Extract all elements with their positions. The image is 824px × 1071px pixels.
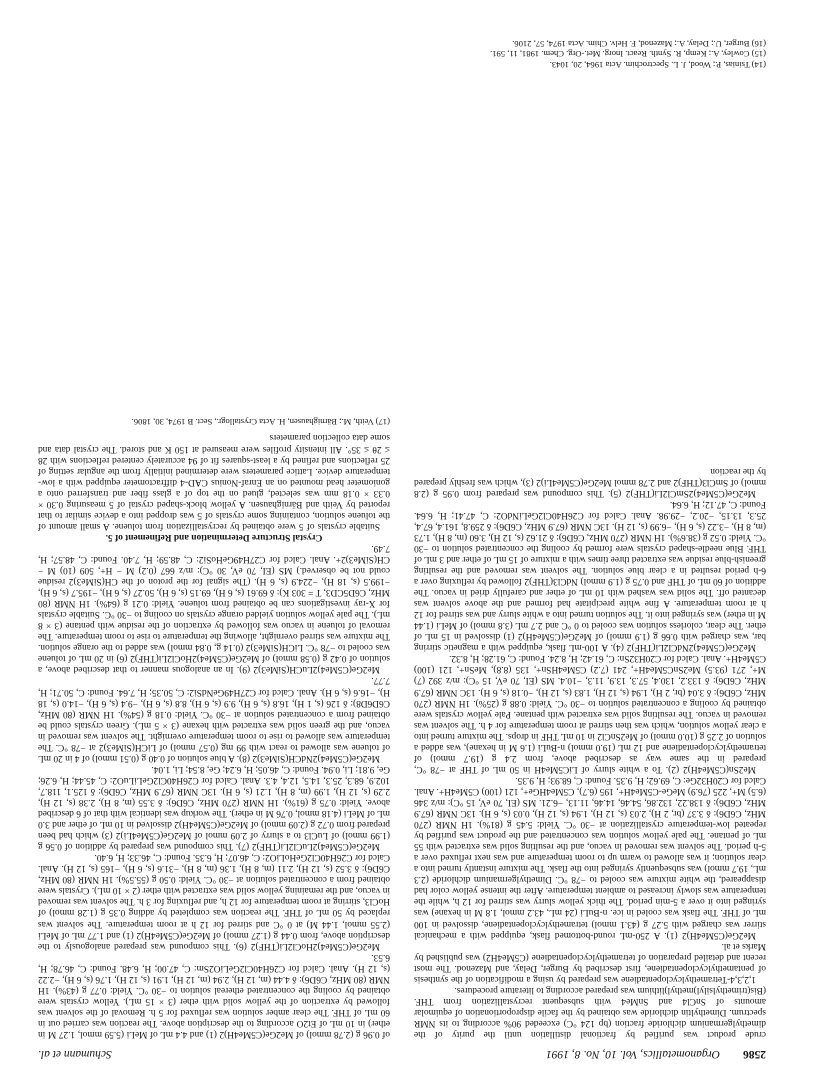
paragraph: Me2Ge(C5Me4)2NdCH(SiMe3)2 (8). A blue solution of 0.40 g (0.51 mmol) of 4 in 20 mL of toluene was allowed to react with 99 mg (0.57 mmol) of LiCH(SiMe3)2 at −78 °C. The temperature was allowed to rise to room temperature overnight. The solvent was removed in vacuo, and the green solid was extracted with hexane (3 × 5 mL). Green crystals could be obtained from a concentrated solution at −30 °C. Yield: 0.18 g (54%). 1H NMR (80 MHz, C6D6D8): δ 126 (s, 1 H), 16.8 (s, 6 H), 9.9 (s, 6 H), 8.8 (s, 6 H), −9.4 (s, 6 H), −14.0 (s, 18 H), −16.6 (s, 6 H). Anal. Calcd for C27H49GeNdSi2: C, 50.35; H, 7.64. Found: C, 50.71; H, 7.77. xyxy=(38,675,390,763)
left-column xyxy=(414,39,766,1039)
paragraph: Me2Ge(C5Me4)2SmCl2Li(THF)2 (5). This compound was prepared from 0.95 g (2.8 mmol) of SmCl3(THF)2 and 2.78 mmol Me2Ge(C5Me4Li)2 (3), which was freshly prepared by the reaction xyxy=(414,465,766,498)
running-authors: Schumann et al. xyxy=(38,1048,112,1060)
paragraph: crude product was purified by fractional distillation until the purity of the dimethylgermanium dichloride fraction (bp 124 °C) exceeded 90% according to its NMR spectrum. Dimethyltin dichloride was obtained by the facile disproportionation of equimolar amounts of SnCl4 and SnMe4 with subsequent recrystallization from THF. (Bis(trimethylsilyl)methyl)lithium was prepared according to literature procedures. xyxy=(414,984,766,1039)
page-number: 2586 xyxy=(743,1048,766,1060)
paragraph: Suitable crystals of 5 were obtained by recrystallization from toluene. A small amount of the toluene solution, containing some crystals of 5 was dropped into a device similar to that reported by Veith and Bärnighausen. A yellow block-shaped crystal of 5 measuring 0.30 × 0.33 × 0.18 mm was selected, glued on the top of a glass fiber and transferred onto a goniometer head mounted on an Enraf-Nonius CAD-4 diffractometer equipped with a low-temperature device. Lattice parameters were determined initially from the angular setting of 25 reflections and refined by a least-squares fit of 94 accurately centered reflections with 28 ≤ 2θ ≤ 35°. All intensity profiles were measured at 150 K and stored. The crystal data and some data collection parameters xyxy=(38,432,390,531)
paragraph: Me2Ge(C5Me4H)2 (1). A 250-mL round-bottomed flask, equipped with a mechanical stirrer was charged with 5.27 g (43.1 mmol) tetramethylcyclopentadiene, dissolved in 100 mL of THF. The flask was cooled in ice. n-BuLi (24 mL, 43.2 mmol, 1.8 M in hexane) was syringed into it over a 5-min period. The thick yellow slurry was stirred for 12 h, while the temperature was slowly increased to ambient temperature. After the intense yellow color had disappeared, the white mixture was cooled to −78 °C. Dimethylgermanium dichloride (2.3 mL, 19.7 mmol) was subsequently syringed into the flask. The mixture instantly turned into a clear solution; it was allowed to warm up to room temperature and was next refluxed over a 5-h period. The solvent was removed in vacuo, and the resulting solid was extracted with 55 mL of pentane. The pale yellow solution was concentrated and the product was purified by repeated low-temperature crystallization at −30 °C. Yield: 5.45 g (81%). 1H NMR (270 MHz, C6D6): δ 3.37 (br, 2 H), 2.03 (s, 12 H), 1.94 (s, 12 H), 0.03 (s, 6 H). 13C NMR (67.9 MHz, C6D6): δ 138.22, 132.86, 54.46, 14.46, 11.13, −6.21. MS (EI, 70 eV, 15 °C): m/z 346 (6.5) M+, 225 (76.9) MeGe-C5Me4H+, 195 (6.7), C5Me4HGe+, 121 (100) C5Me4H+. Anal. Calcd for C20H32Ge: C, 69.62; H, 9.35. Found: C, 68.93; H, 9.35. xyxy=(414,774,766,940)
paragraph: Me2Ge(C5Me4)2LuCH(SiMe3)2 (9). In an analogous manner to that described above, a solution of 0.42 g (0.58 mmol) of Me2Ge(C5Me4)2HoCl2Li(THF)2 (6) in 20 mL of toluene was cooled to −78 °C. LiCH(SiMe3)2 (0.14 g, 0.84 mmol) was added to the orange solution. The mixture was stirred overnight, allowing the temperature to rise to room temperature. The removal of toluene in vacuo was followed by extraction of the residue with pentane (3 × 8 mL). The pale yellow solution yielded orange crystals on cooling to −30 °C. Suitable crystals for X-ray investigations can be obtained from toluene. Yield: 0.21 g (64%). 1H NMR (80 MHz, C6D5CD3, T = 303 K): δ 69.61 (s, 6 H), 69.15 (s, 6 H), 50.27 (s, 6 H), −195.7 (s, 6 H), −199.5 (s, 18 H), −224.9 (s, 6 H). (The signal for the proton of the CH(SiMe3)2 residue could not be observed.) MS (EI, 70 eV, 30 °C): m/z 667 (0.2) M − H+, 509 (10) M − CH(SiMe3)2+. Anal. Calcd for C27H49GeHoSi2: C, 48.59; H, 7.40. Found: C, 48.57; H, 7.49. xyxy=(38,542,390,675)
paragraph: Me2Ge(C5Me4)2NdCl2Li(THF)2 (4). A 100-mL flask, equipped with a magnetic stirring bar, was charged with 0.66 g (1.9 mmol) of Me2Ge(C5Me4H)2 (1) dissolved in 15 mL of ether. The clear, colorless solution was cooled to 0 °C and 2.7 mL (3.8 mmol) of MeLi (1.44 M in ether) was syringed into it. The solution turned into a white slurry and was stirred for 12 h at room temperature. A fine white precipitate had formed and the above solvent was decanted off. The solid was washed with 10 mL of ether and carefully dried in vacuo. The addition of 60 mL of THF and 0.75 g (1.9 mmol) NdCl3(THF)2 followed by refluxing over a 6-h period resulted in a clear blue solution. The solvent was removed and the resulting greenish-blue residue was extracted three times with a mixture of 15 mL of ether and 3 mL of THF. Blue needle-shaped crystals were formed by cooling the concentrated solution to −30 °C. Yield: 0.52 g (38.6%). 1H NMR (270 MHz, C6D6): δ 21.62 (s, 12 H), 3.60 (m, 8 H), 1.73 (m, 8 H), −3.22 (s, 6 H), −6.99 (s, 12 H). 13C NMR (67.9 MHz, C6D6): δ 259.8, 161.4, 67.4, 25.3, 13.15, −20.2, −29.98. Anal. Calcd for C26H40Cl2GeLiNdO2: C, 47.41; H, 6.64. Found: C, 47.12; H, 6.64. xyxy=(414,498,766,653)
right-references xyxy=(38,417,390,427)
left-references xyxy=(414,39,766,70)
reference-item: (15) Cowley, A.; Kemp, R. Synth. React. Inorg. Met.-Org. Chem. 1981, 11, 591. xyxy=(490,49,766,60)
journal-citation: Organometallics, Vol. 10, No. 8, 1991 xyxy=(546,1048,720,1060)
reference-item: (17) Veith, M.; Bärnighausen, H. Acta Crystallogr., Sect. B 1974, 30, 1806. xyxy=(131,417,390,428)
right-column xyxy=(38,39,390,1039)
paragraph: 1,2,3,4-Tetramethylcyclopentadiene was prepared by using a modification of the synthesis of pentamethylcyclopentadiene, first described by Burger, Delay, and Mazenod. The most recent and detailed preparation of tetramethylcyclopentadiene (C5Me4H2) was published by Marks et al. xyxy=(414,940,766,984)
paragraph: Me2Ge(C5Me4)2HoCl2Li(THF)2 (6). This compound was prepared analogously to the description above, from 0.44 g (1.27 mmol) of Me2Ge(C5Me4H)2 (1) and 1.77 mL of MeLi (2.55 mmol, 1.44 M) at 0 °C and stirred for 12 h at room temperature. The solvent was replaced by 50 mL of THF. The reaction was completed by adding 0.35 g (1.28 mmol) of HoCl3, stirring at room temperature for 12 h, and refluxing for 3 h. The solvent was removed in vacuo, and the remaining yellow solid was extracted with ether (2 × 10 mL). Crystals were obtained from a concentrated solution at −30 °C. Yield: 0.50 g (55.5%). 1H NMR (80 MHz, C6D6): δ 3.52 (s, 12 H), 2.11 (m, 8 H), 1.36 (m, 8 H), −31.6 (s, 6 H), −165 (s, 12 H). Anal. Calcd for C26H40Cl2GeHoLiO2: C, 46.07; H, 6.35. Found: C, 46.33; H, 6.40. xyxy=(38,852,390,951)
paragraph: Me2Ge(C5Me4)2LuCl2Li(THF)2 (7). This compound was prepared by addition of 0.56 g (1.99 mmol) of LuCl3 to a slurry of 2.09 mmol of Me2Ge(C5Me4Li)2 (3) which had been prepared from 0.72 g (2.09 mmol) of Me2Ge(C5Me4H)2 dissolved in 10 mL of ether and 3.0 mL of MeLi (4.18 mmol, 0.76 M in ether). The workup was identical with that of 6 described above. Yield: 0.75 g (61%). 1H NMR (270 MHz, C6D6): δ 3.55 (m, 8 H), 2.38 (s, 12 H), 2.29 (s, 12 H), 1.99 (m, 8 H), 1.21 (s, 6 H). 13C NMR (67.9 MHz, C6D6): δ 125.1, 118.7, 102.9, 68.3, 25.3, 14.5, 12.4, 4.3. Anal. Calcd for C26H40Cl2GeLiLuO2: C, 45.44; H, 6.26; Ge, 9.81; Li, 0.94. Found: C, 46.05; H, 6.24; Ge, 8.54; Li, 1.04. xyxy=(38,763,390,852)
running-head xyxy=(38,1045,766,1063)
section-heading: Crystal Structure Determination and Refinement of 5. xyxy=(105,531,323,542)
paragraph: of 0.96 g (2.78 mmol) of Me2Ge(C5Me4H)2 (1) and 4.4 mL of MeLi (5.59 mmol, 1.27 M in ether) in 10 mL of Et2O according to the description above. The reaction was carried out in 60 mL of THF. The clear amber solution was refluxed for 5 h. Removal of the solvent was followed by extraction of the yellow solid with ether (3 × 15 mL). Yellow crystals were obtained by cooling the concentrated ethereal solution to −30 °C. Yield: 0.77 g (43%). 1H NMR (80 MHz, C6D6): δ 4.44 (m, 12 H), 2.94 (m, 12 H), 1.91 (s, 12 H), 1.76 (s, 6 H), −2.22 (s, 12 H). Anal. Calcd for C26H40Cl2GeLiO2Sm: C, 47.00; H, 6.48. Found: C, 46.78; H, 6.53. xyxy=(38,951,390,1039)
reference-item: (16) Burger, U.; Delay, A.; Mazenod, F. Helv. Chim. Acta 1974, 57, 2106. xyxy=(512,39,766,50)
reference-item: (14) Tsinias, P.; Wood, J. L. Spectrochim. Acta 1964, 20, 1043. xyxy=(549,59,766,70)
paragraph: Me2Sn(C5Me4H)2 (2). To a white slurry of LiC5Me4H in 50 mL of THF at −78 °C, prepared in the same way as described above, from 2.4 g (19.7 mmol) of tetramethylcyclopentadiene and 12 mL (19.0 mmol) n-BuLi (1.6 M in hexane), was added a solution of 2.25 g (10.0 mmol) of Me2SnCl2 in 10 mL THF in drops. The mixture turned into a clear yellow solution, which was then stirred at room temperature for 4 h. The solvent was removed in vacuo. The resulting solid was extracted with pentane. Pale yellow crystals were obtained by cooling a concentrated solution to −30 °C. Yield: 0.88 g (25%). 1H NMR (270 MHz, C6D6): δ 3.04 (br, 2 H), 1.94 (s, 12 H), 1.83 (s, 12 H), −0.18 (s, 6 H). 13C NMR (67.9 MHz, C6D6): δ 133.2, 130.4, 57.3, 13.9, 11.3, −10.4. MS (EI, 70 eV, 15 °C): m/z 392 (7) M+, 271 (93.5) Me2SnC5Me4H+, 241 (7.2) C5Me4HSn+, 135 (8.8), MeSn+, 121 (100) C5Me4H+. Anal. Calcd for C20H32Sn: C, 61.42; H, 8.24. Found: C, 61.28; H, 8.32. xyxy=(414,653,766,774)
